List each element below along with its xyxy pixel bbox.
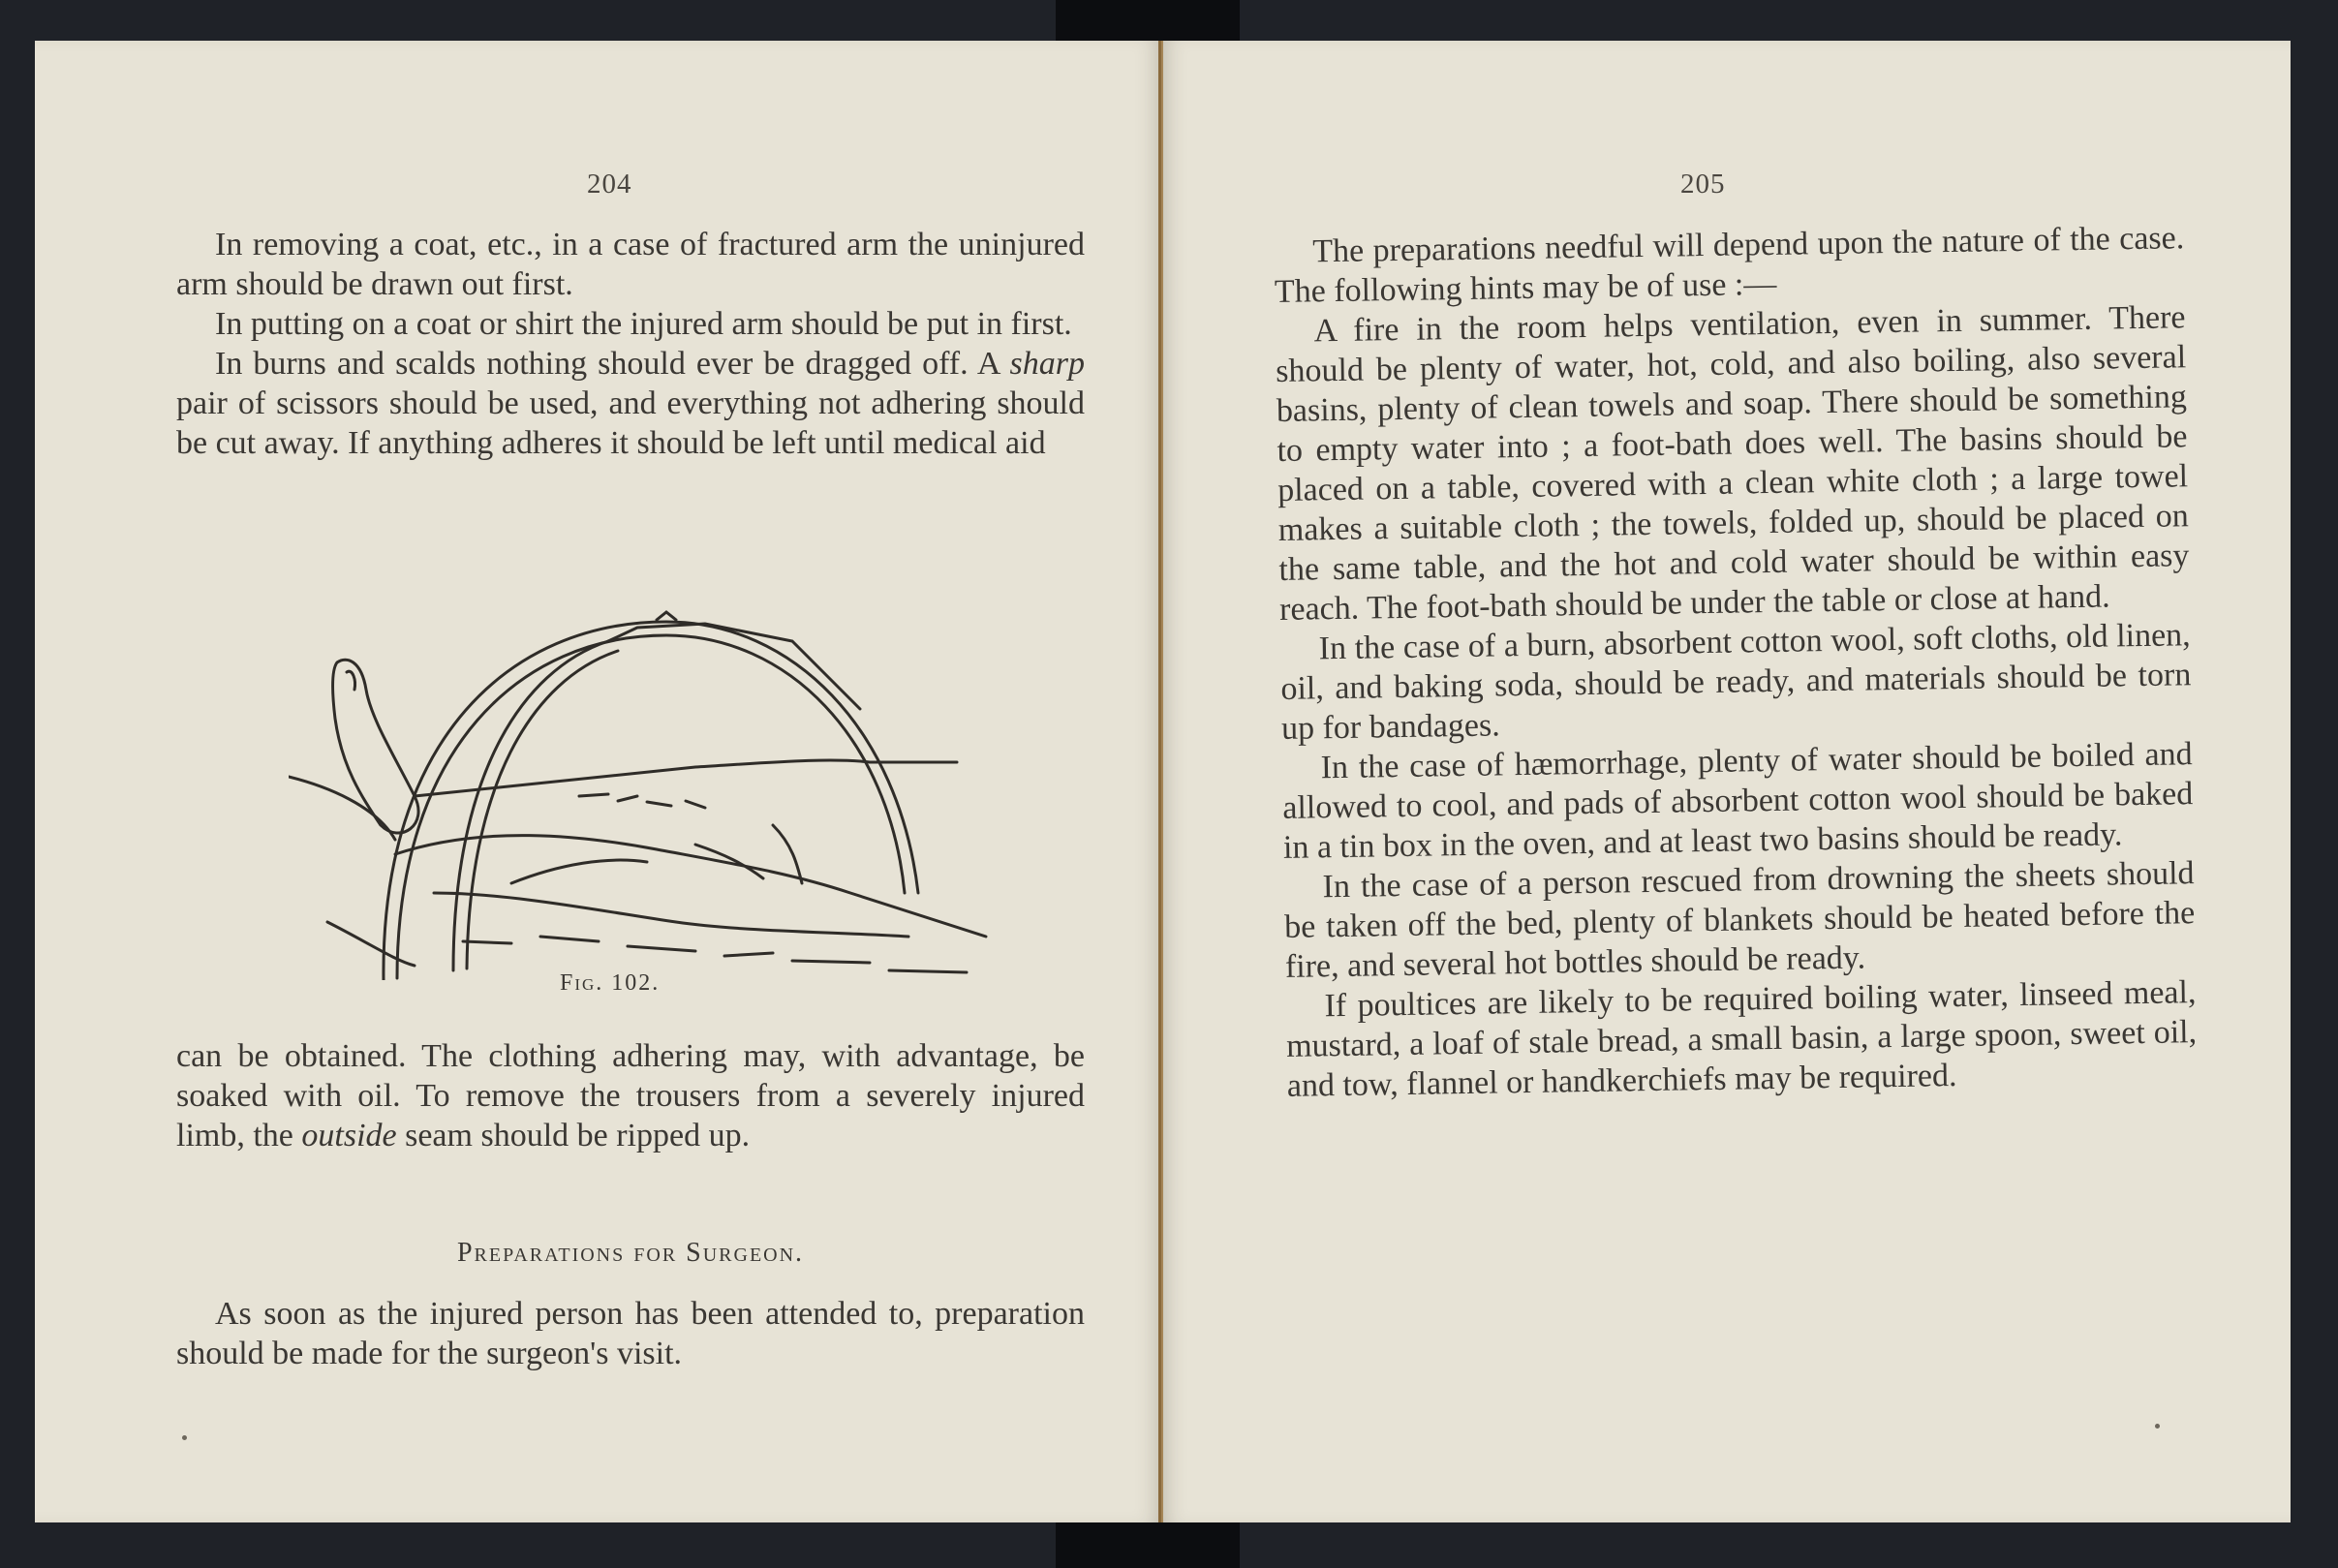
gutter-edge (1161, 41, 1163, 1522)
paragraph: In the case of hæmorrhage, plenty of water should be boiled and allowed to cool, and pads of absorbent cotton wool should be baked in a tin box in the oven, and at least two basins should be ready. (1282, 736, 2194, 866)
paragraph: If poultices are likely to be required boiling water, linseed meal, mustard, a loaf of stale bread, a small basin, a large spoon, sweet oil, and tow, flannel or handkerchiefs may be required. (1285, 974, 2198, 1104)
paragraph (176, 1036, 1085, 1155)
paragraph-text: pair of scissors should be used, and everything not adhering should be cut away. If anything adheres it should be left until medical aid (176, 385, 1085, 461)
right-text (1274, 218, 2198, 1106)
paragraph-text: can be obtained. The clothing adhering may, with advantage, be soaked with oil. To remove the trousers from a severely injured limb, the (176, 1038, 1085, 1153)
paragraph: A fire in the room helps ventilation, even in summer. There should be plenty of water, hot, cold, and also boiling, also several basins, plenty of clean towels and soap. There should be something to empty water into ; a foot-bath does well. The basins should be placed on a table, covered with a clean white cloth ; a large towel makes a suitable cloth ; the towels, folded up, should be placed on the same table, and the hot and cold water should be within easy reach. The foot-bath should be under the table or close at hand. (1275, 299, 2190, 628)
paragraph: The preparations needful will depend upon the nature of the case. The following hints may be of use :— (1274, 220, 2185, 310)
left-text-top (176, 225, 1085, 463)
paragraph-text: In burns and scalds nothing should ever be dragged off. (215, 346, 969, 382)
figure-102-illustration (289, 602, 996, 980)
emphasis-sharp: sharp (1009, 346, 1086, 382)
paragraph-text: A (976, 346, 1000, 382)
left-page (35, 41, 1163, 1522)
figure-caption: Fig. 102. (560, 970, 661, 996)
right-page (1159, 41, 2291, 1522)
left-text-bottom (176, 1294, 1085, 1373)
paragraph: In removing a coat, etc., in a case of fractured arm the uninjured arm should be drawn out first. (176, 227, 1085, 302)
paragraph (176, 344, 1085, 463)
paper-speck (2155, 1424, 2160, 1429)
section-heading: Preparations for Surgeon. (456, 1238, 805, 1268)
paragraph: In the case of a person rescued from drowning the sheets should be taken off the bed, plenty of blankets should be heated before the fire, and several hot bottles should be ready. (1283, 855, 2196, 985)
emphasis-outside: outside (301, 1118, 397, 1153)
paragraph-text: seam should be ripped up. (405, 1118, 751, 1153)
paragraph: In putting on a coat or shirt the injured arm should be put in first. (215, 306, 1072, 342)
paragraph: As soon as the injured person has been attended to, preparation should be made for the surgeon's visit. (176, 1296, 1085, 1371)
page-number: 204 (587, 169, 632, 200)
page-number: 205 (1680, 169, 1726, 200)
paragraph: In the case of a burn, absorbent cotton wool, soft cloths, old linen, oil, and baking soda, should be ready, and materials should be torn up for bandages. (1280, 617, 2192, 747)
left-text-middle (176, 1036, 1085, 1155)
paper-speck (182, 1435, 187, 1440)
